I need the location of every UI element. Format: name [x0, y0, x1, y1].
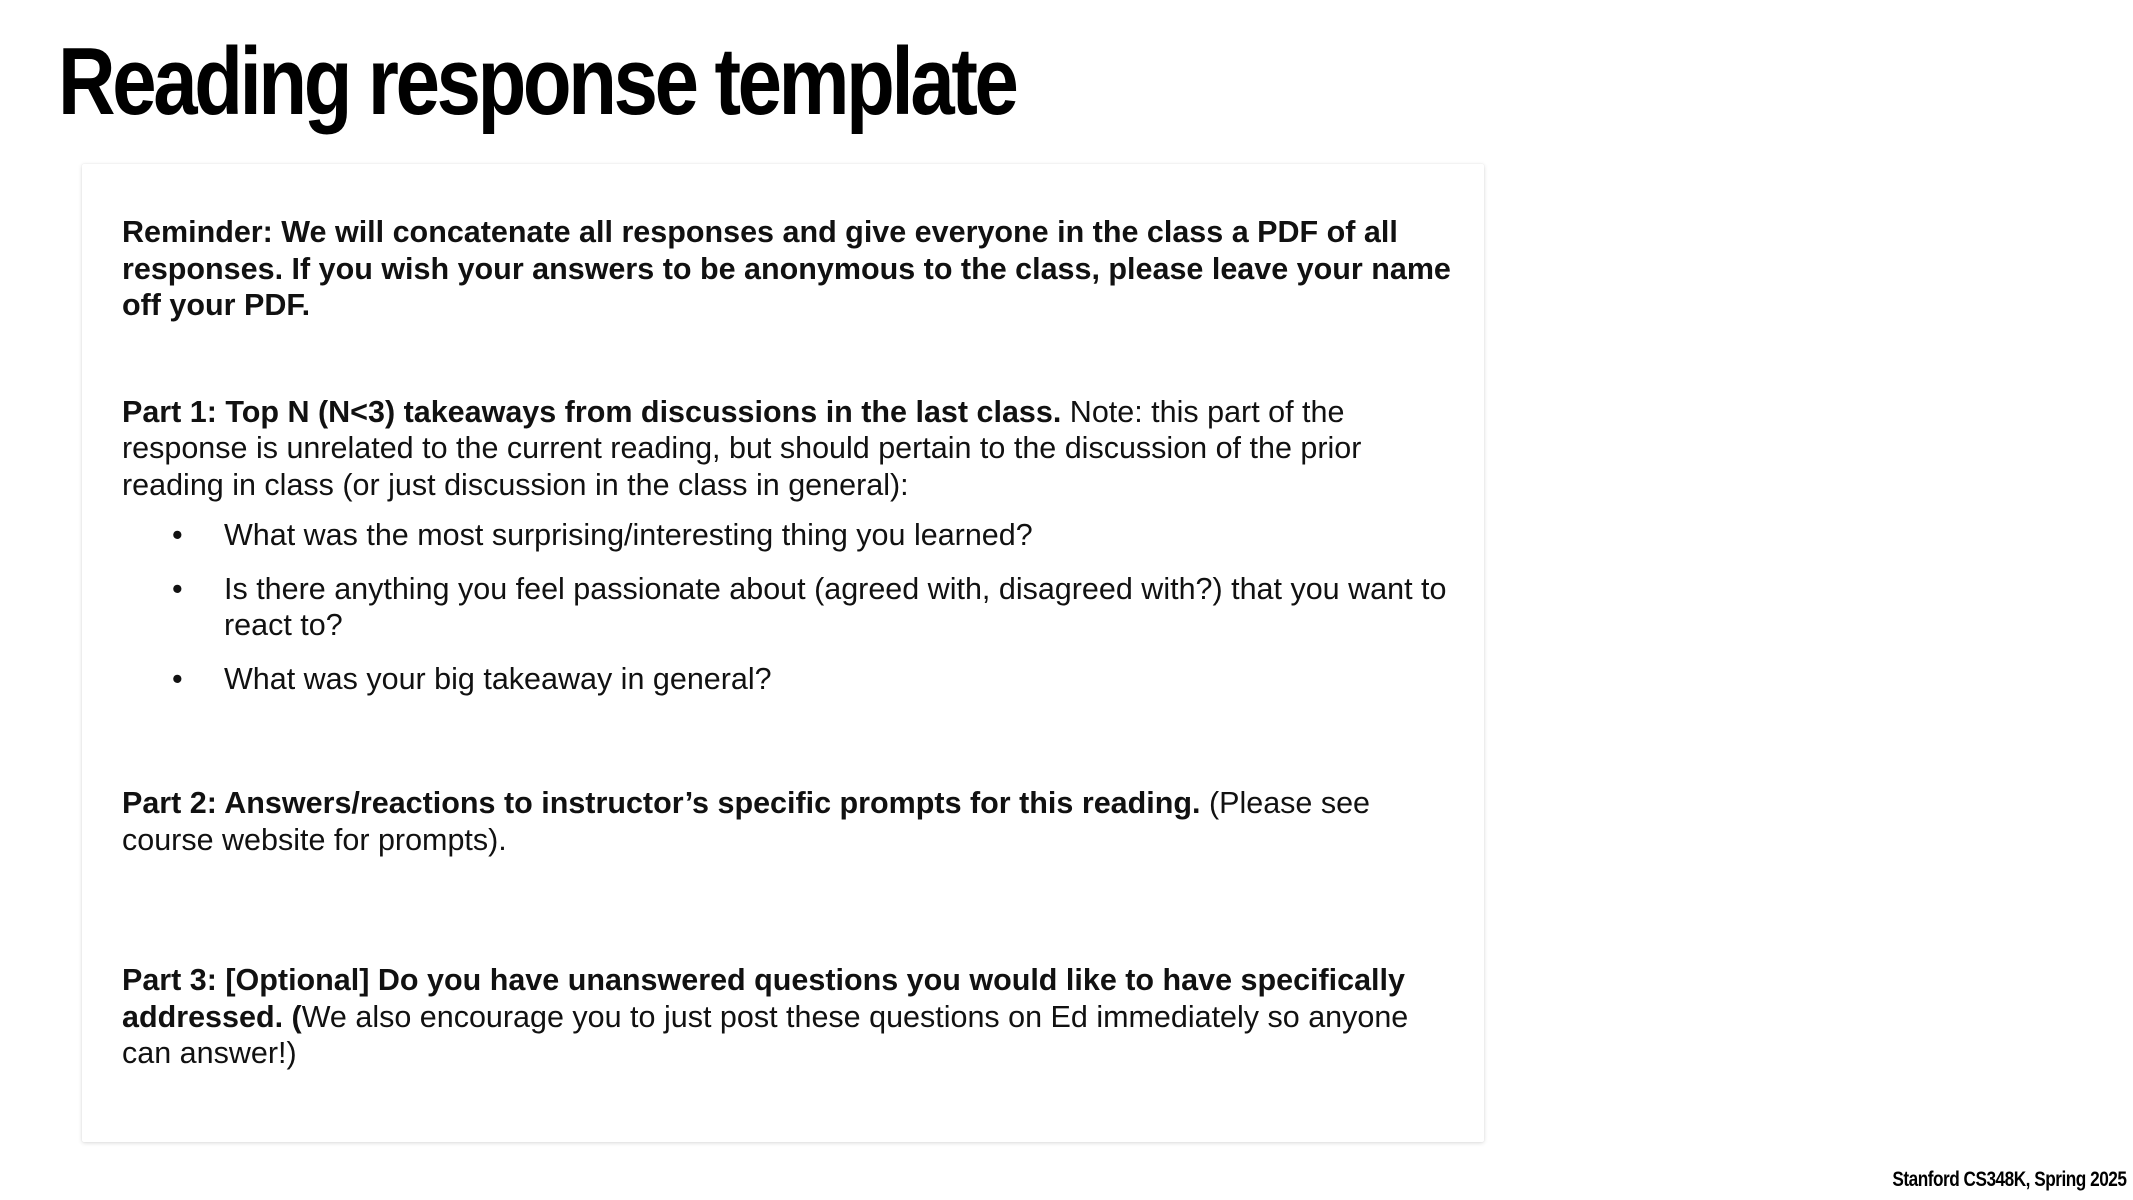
- part2-paragraph: [122, 785, 1462, 858]
- list-item: [122, 517, 1462, 554]
- part2-note: (Please see course website for prompts).: [122, 786, 1371, 857]
- document-screenshot: [82, 164, 1484, 1142]
- part1-heading: Part 1: Top N (N<3) takeaways from discussions in the last class.: [122, 394, 1062, 429]
- slide-title: Reading response template: [58, 28, 1016, 135]
- part1-bullet-list: [122, 517, 1462, 697]
- part1-note: Note: this part of the response is unrelated to the current reading, but should pertain to the discussion of the prior reading in class (or just discussion in the class in general):: [122, 394, 1362, 502]
- part3-paragraph: [122, 962, 1462, 1072]
- list-item: [122, 661, 1462, 698]
- course-footer: Stanford CS348K, Spring 2025: [1891, 1168, 2126, 1191]
- reminder-paragraph: Reminder: We will concatenate all responses and give everyone in the class a PDF of all responses. If you wish your answers to be anonymous to the class, please leave your name off your PDF.: [122, 215, 1451, 322]
- bullet-icon: •: [172, 518, 183, 552]
- part1-paragraph: [122, 394, 1462, 504]
- bullet-text: Is there anything you feel passionate about (agreed with, disagreed with?) that you want to react to?: [224, 571, 1447, 642]
- bullet-text: What was the most surprising/interesting thing you learned?: [224, 518, 1033, 552]
- part2-heading: Part 2: Answers/reactions to instructor’s specific prompts for this reading.: [122, 786, 1201, 820]
- bullet-icon: •: [172, 571, 183, 606]
- document-body: [122, 214, 1462, 1072]
- list-item: [122, 571, 1462, 644]
- bullet-icon: •: [172, 661, 183, 696]
- part3-heading: Part 3: [Optional] Do you have unanswered questions you would like to have specifically addressed. (: [122, 963, 1405, 1034]
- part3-note: We also encourage you to just post these questions on Ed immediately so anyone can answer!): [122, 999, 1409, 1070]
- bullet-text: What was your big takeaway in general?: [224, 661, 772, 696]
